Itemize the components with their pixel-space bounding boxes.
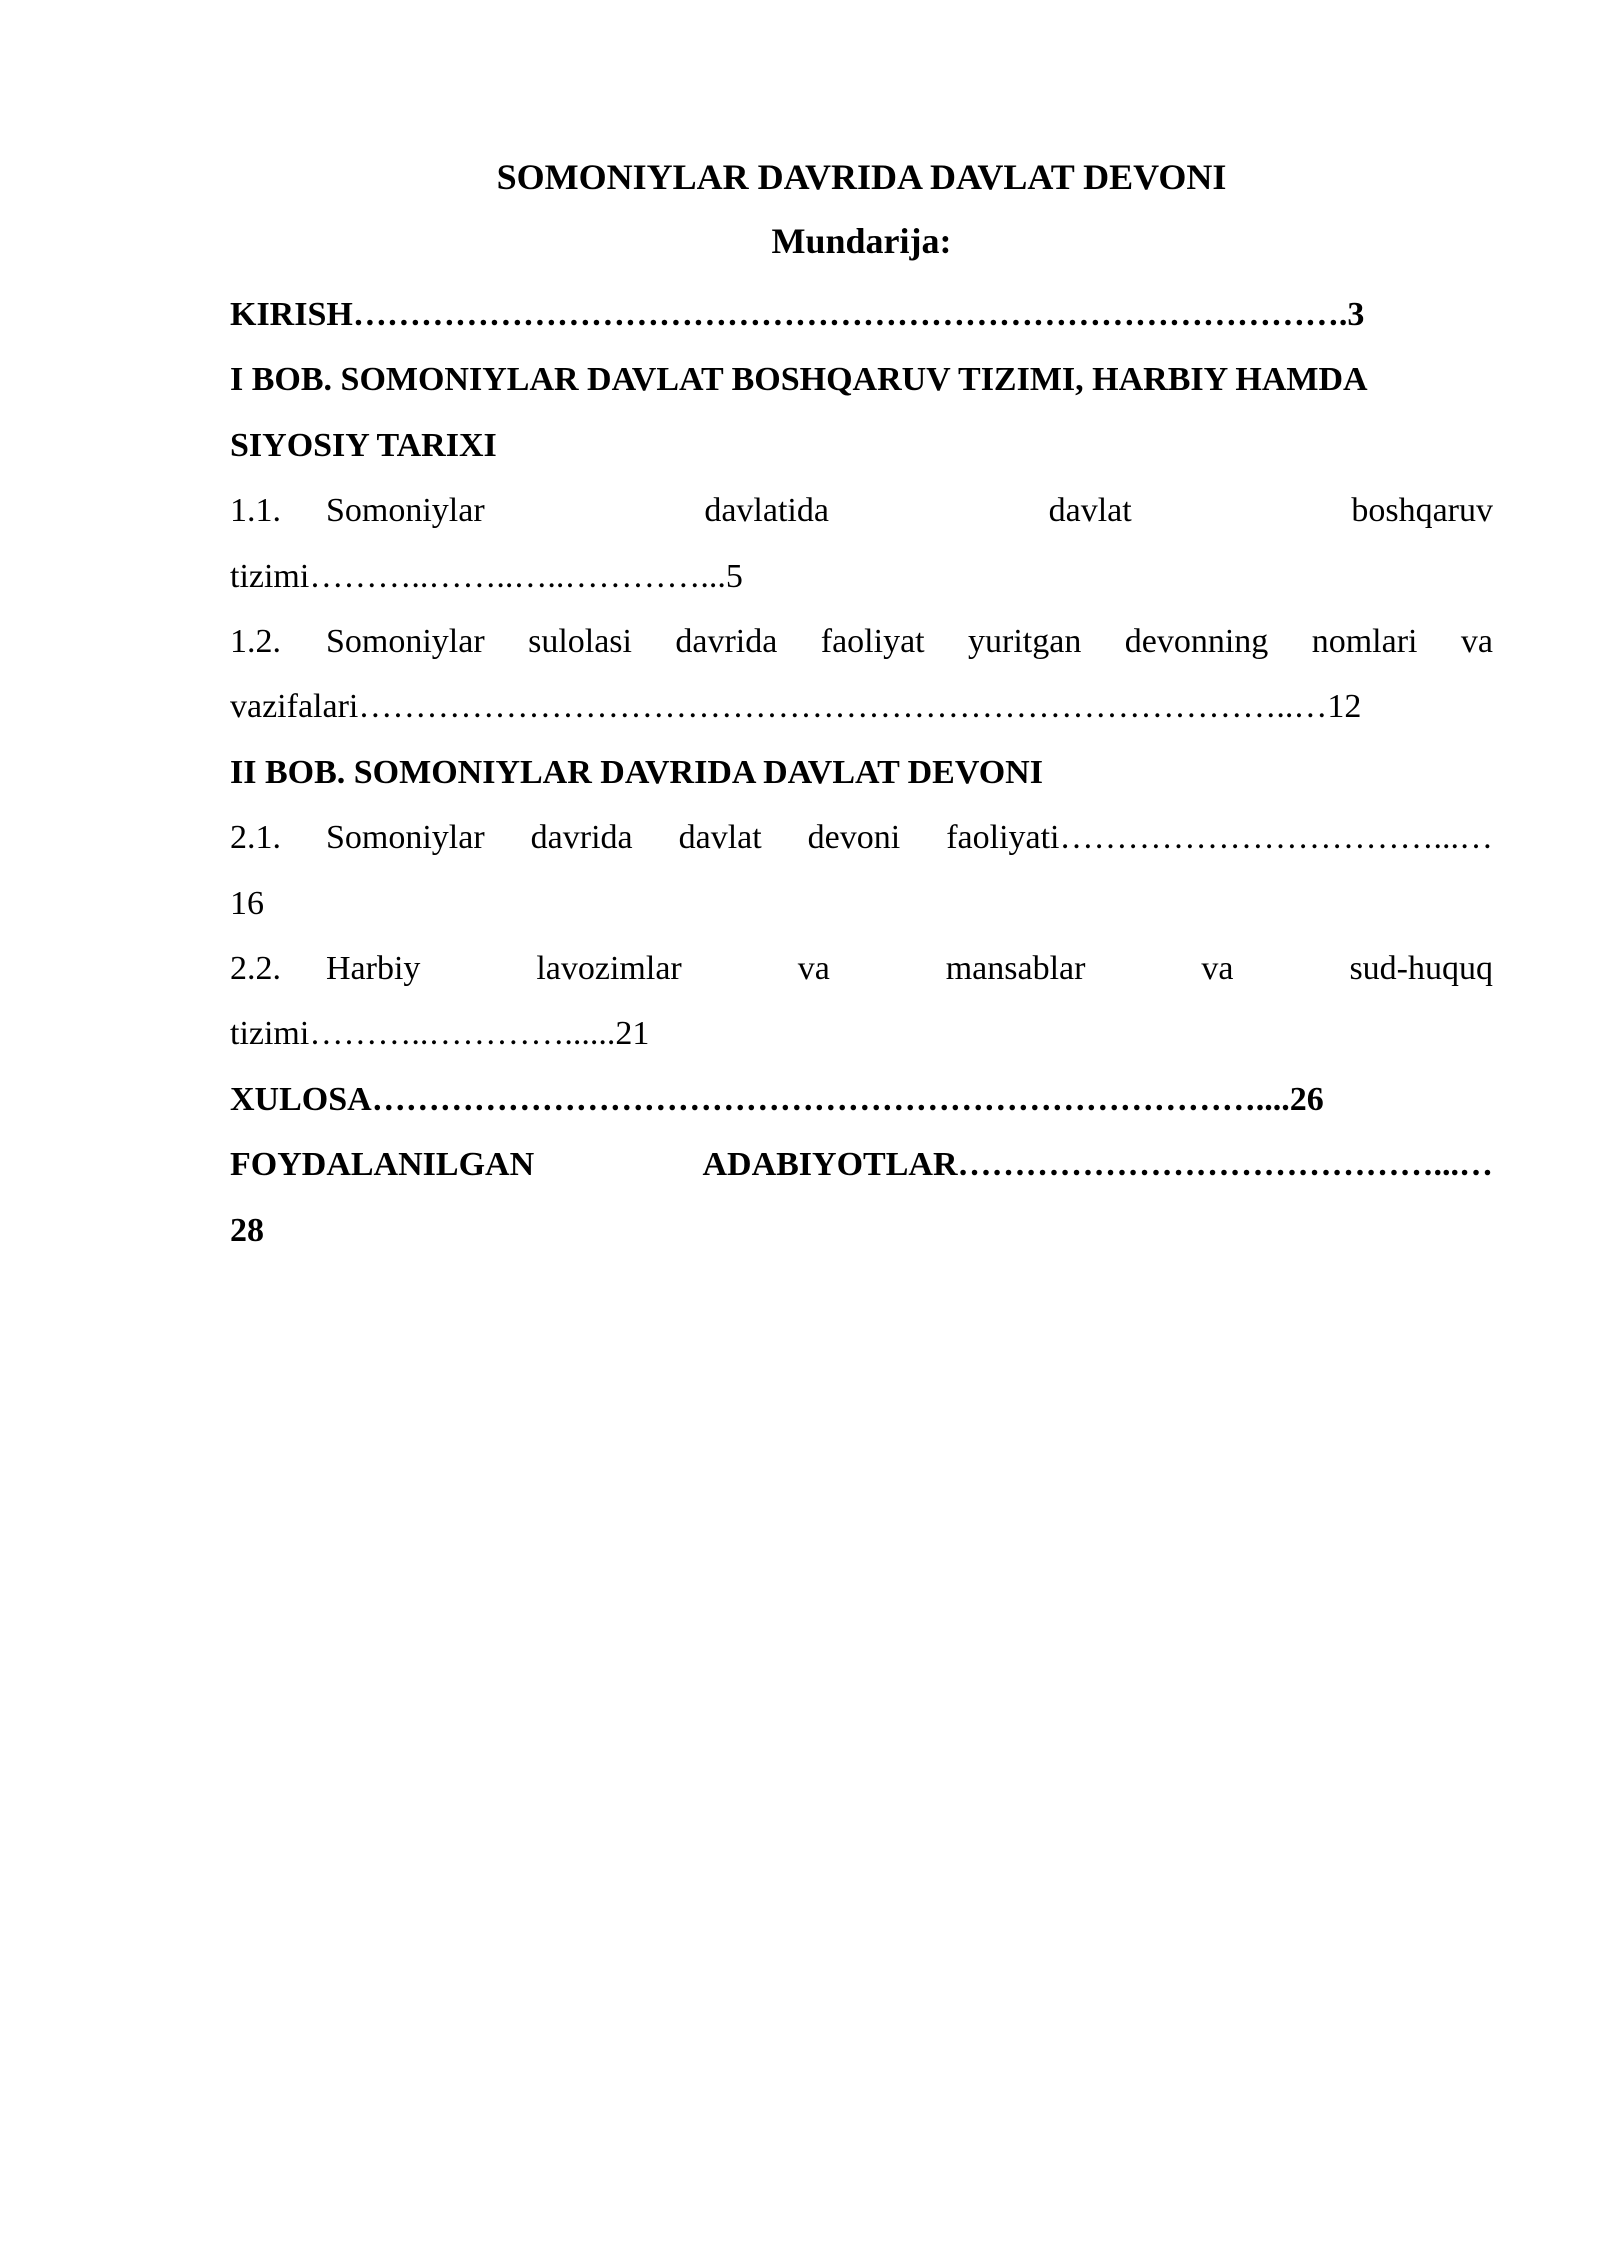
toc-entry-bob1-line2: SIYOSIY TARIXI xyxy=(230,426,497,464)
table-of-contents xyxy=(230,148,1493,1263)
toc-entry-1-1-line2: tizimi………..……..…..…………...5 xyxy=(230,557,743,595)
toc-entry-bob2: II BOB. SOMONIYLAR DAVRIDA DAVLAT DEVONI xyxy=(230,753,1043,791)
toc-entry-2-2-text: Harbiy lavozimlar va mansablar va sud-huquq xyxy=(326,950,1493,988)
toc-heading: Mundarija: xyxy=(771,221,952,261)
toc-entry-bob1-line1: I BOB. SOMONIYLAR DAVLAT BOSHQARUV TIZIMI, HARBIY HAMDA xyxy=(230,361,1368,399)
toc-entry-xulosa: XULOSA……………………………………………………………………....26 xyxy=(230,1080,1324,1118)
toc-entry-1-2-number: 1.2. xyxy=(230,623,281,661)
toc-entry-2-2-number: 2.2. xyxy=(230,950,281,988)
toc-entry-2-1-line2: 16 xyxy=(230,884,264,922)
toc-entry-kirish: KIRISH…………………………………………………………………………….3 xyxy=(230,296,1365,333)
toc-entry-2-1-number: 2.1. xyxy=(230,819,281,857)
toc-entry-2-2 xyxy=(230,936,1493,1001)
toc-entry-2-1-text: Somoniylar davrida davlat devoni faoliyati……………………………...… xyxy=(326,819,1493,857)
toc-entry-1-2 xyxy=(230,609,1493,674)
toc-entry-2-2-line2: tizimi………..…………......21 xyxy=(230,1015,650,1053)
toc-entry-1-1-text: Somoniylar davlatida davlat boshqaruv xyxy=(326,492,1493,530)
toc-entry-1-1-number: 1.1. xyxy=(230,492,281,530)
toc-entry-1-1 xyxy=(230,478,1493,543)
document-title: SOMONIYLAR DAVRIDA DAVLAT DEVONI xyxy=(496,157,1227,197)
toc-entry-1-2-line2: vazifalari………………………………………………………………………..…12 xyxy=(230,688,1362,726)
toc-entry-1-2-text: Somoniylar sulolasi davrida faoliyat yuritgan devonning nomlari va xyxy=(326,623,1493,661)
toc-entry-adabiyot-line2: 28 xyxy=(230,1211,264,1249)
toc-entry-adabiyot-line1: FOYDALANILGAN ADABIYOTLAR……………………………………...… xyxy=(230,1146,1493,1184)
toc-entry-2-1 xyxy=(230,805,1493,870)
